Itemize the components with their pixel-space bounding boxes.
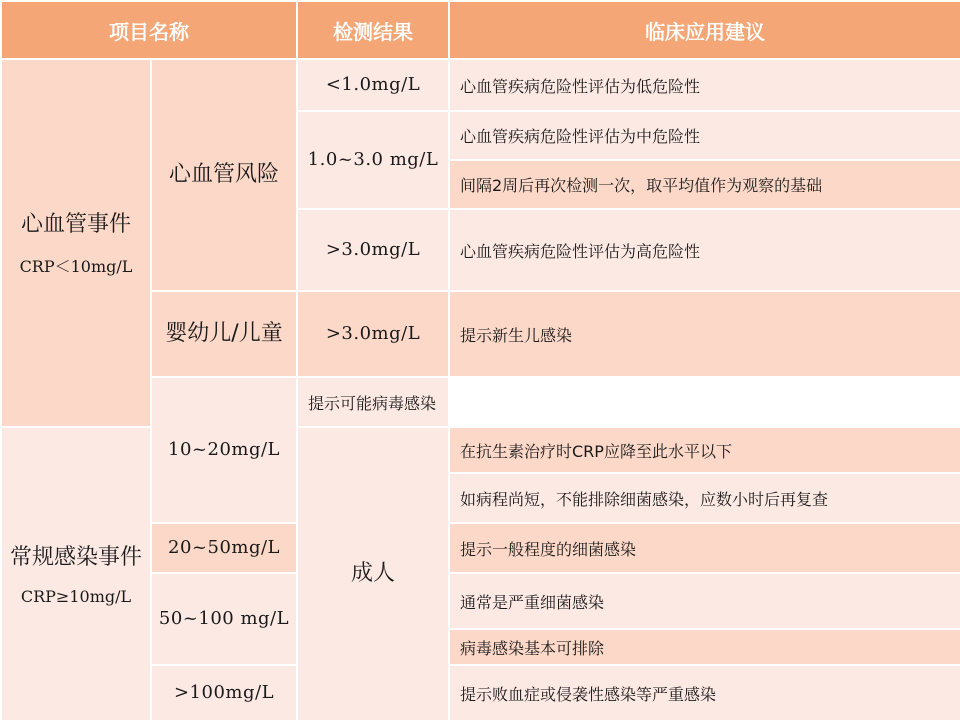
subcategory-cardio-risk: 心血管风险: [151, 59, 297, 291]
category-infection-condition: CRP≥10mg/L: [20, 586, 132, 606]
advice-cell: 提示可能病毒感染: [297, 377, 449, 427]
header-advice: 临床应用建议: [449, 1, 960, 59]
advice-cell: 间隔2周后再次检测一次，取平均值作为观察的基础: [449, 160, 960, 209]
advice-cell: 心血管疾病危险性评估为低危险性: [449, 59, 960, 111]
category-cardio-condition: CRP＜10mg/L: [19, 256, 133, 276]
header-result: 检测结果: [297, 1, 449, 59]
advice-cell: 通常是严重细菌感染: [449, 573, 960, 629]
category-infection: [1, 427, 151, 721]
advice-cell: 提示新生儿感染: [449, 291, 960, 377]
subcategory-cardio-infant: 婴幼儿/儿童: [151, 291, 297, 377]
result-cell: >100mg/L: [151, 665, 297, 721]
result-cell: 10~20mg/L: [151, 377, 297, 523]
result-cell: <1.0mg/L: [297, 59, 449, 111]
category-infection-title: 常规感染事件: [9, 544, 142, 570]
result-cell: 20~50mg/L: [151, 523, 297, 573]
category-cardio: [1, 59, 151, 427]
advice-cell: 心血管疾病危险性评估为高危险性: [449, 209, 960, 291]
result-cell: 1.0~3.0 mg/L: [297, 111, 449, 209]
advice-cell: 心血管疾病危险性评估为中危险性: [449, 111, 960, 160]
category-cardio-title: 心血管事件: [20, 211, 131, 237]
advice-cell: 如病程尚短，不能排除细菌感染，应数小时后再复查: [449, 473, 960, 523]
advice-cell: 提示败血症或侵袭性感染等严重感染: [449, 665, 960, 721]
advice-cell: 在抗生素治疗时CRP应降至此水平以下: [449, 427, 960, 473]
result-cell: >3.0mg/L: [297, 291, 449, 377]
advice-cell: 病毒感染基本可排除: [449, 629, 960, 665]
result-cell: >3.0mg/L: [297, 209, 449, 291]
result-cell: 50~100 mg/L: [151, 573, 297, 665]
advice-cell: 提示一般程度的细菌感染: [449, 523, 960, 573]
header-item-name: 项目名称: [1, 1, 297, 59]
subcategory-infection-adult: 成人: [297, 427, 449, 721]
